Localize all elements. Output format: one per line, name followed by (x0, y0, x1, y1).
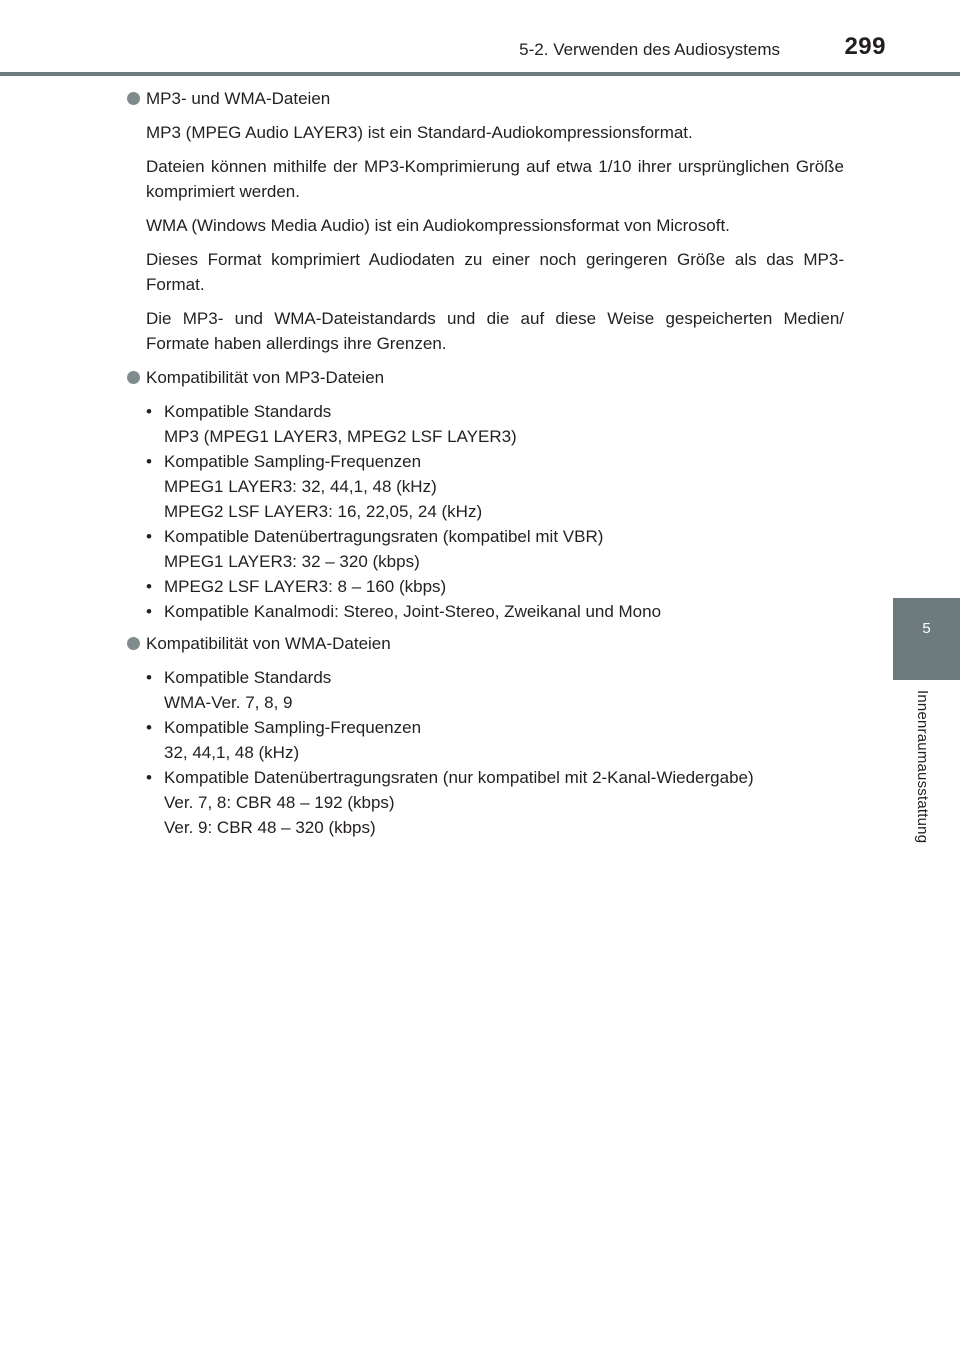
chapter-tab-label: Innenraumausstattung (914, 690, 931, 844)
list-item (146, 574, 844, 599)
section-heading (126, 631, 844, 656)
header-divider (0, 72, 960, 76)
section-mp3-wma-files (126, 86, 844, 356)
list-item (146, 524, 844, 574)
section-heading-text: MP3- und WMA-Dateien (146, 89, 331, 108)
list-item-detail: 32, 44,1, 48 (kHz) (164, 743, 300, 762)
list-item (146, 665, 844, 715)
list-item (146, 449, 844, 524)
list-item-text: Kompatible Kanalmodi: Stereo, Joint-Stereo, Zweikanal und Mono (164, 602, 662, 621)
list-item (146, 715, 844, 765)
page-header (0, 0, 960, 76)
list-item-detail: WMA-Ver. 7, 8, 9 (164, 693, 293, 712)
section-heading (126, 365, 844, 390)
list-item-detail: Ver. 7, 8: CBR 48 – 192 (kbps) (164, 793, 395, 812)
list-item-text: Kompatible Standards (164, 668, 332, 687)
chapter-tab-number: 5 (922, 620, 931, 637)
paragraph: Dateien können mithilfe der MP3-Komprimierung auf etwa 1/10 ihrer ursprünglichen Größe komprimiert werden. (146, 157, 844, 201)
heading-bullet-icon (127, 371, 140, 384)
list-item (146, 599, 844, 624)
bullet-list (146, 665, 844, 840)
bullet-list (146, 399, 844, 624)
list-item-detail: Ver. 9: CBR 48 – 320 (kbps) (164, 818, 376, 837)
section-heading-text: Kompatibilität von WMA-Dateien (146, 634, 391, 653)
paragraph: WMA (Windows Media Audio) ist ein Audiokompressionsformat von Microsoft. (146, 216, 730, 235)
heading-bullet-icon (127, 92, 140, 105)
chapter-tab (893, 598, 960, 680)
list-item-detail: MP3 (MPEG1 LAYER3, MPEG2 LSF LAYER3) (164, 427, 517, 446)
bullet-glyph: • (146, 577, 152, 596)
list-item-detail: MPEG2 LSF LAYER3: 16, 22,05, 24 (kHz) (164, 502, 483, 521)
list-item-text: Kompatible Sampling-Frequenzen (164, 452, 422, 471)
list-item-text: Kompatible Sampling-Frequenzen (164, 718, 422, 737)
page-number: 299 (844, 33, 886, 60)
chapter-title: 5-2. Verwenden des Audiosystems (519, 40, 780, 59)
list-item-text: Kompatible Datenübertragungsraten (kompatibel mit VBR) (164, 527, 604, 546)
heading-bullet-icon (127, 637, 140, 650)
list-item-detail: MPEG1 LAYER3: 32 – 320 (kbps) (164, 552, 420, 571)
bullet-glyph: • (146, 602, 152, 621)
list-item-text: Kompatible Standards (164, 402, 332, 421)
bullet-glyph: • (146, 402, 152, 421)
bullet-glyph: • (146, 452, 152, 471)
section-heading-text: Kompatibilität von MP3-Dateien (146, 368, 385, 387)
page-content (126, 86, 844, 840)
bullet-glyph: • (146, 668, 152, 687)
bullet-glyph: • (146, 527, 152, 546)
list-item-text: MPEG2 LSF LAYER3: 8 – 160 (kbps) (164, 577, 447, 596)
bullet-glyph: • (146, 768, 152, 787)
paragraph: Dieses Format komprimiert Audiodaten zu einer noch geringeren Größe als das MP3-Format. (146, 250, 844, 294)
section-heading (126, 86, 844, 111)
section-mp3-compatibility (126, 365, 844, 624)
paragraph: Die MP3- und WMA-Dateistandards und die auf diese Weise gespeicherten Medien/ Formate haben allerdings ihre Grenzen. (146, 309, 844, 353)
paragraph: MP3 (MPEG Audio LAYER3) ist ein Standard-Audiokompressionsformat. (146, 123, 693, 142)
list-item (146, 765, 844, 840)
list-item-detail: MPEG1 LAYER3: 32, 44,1, 48 (kHz) (164, 477, 437, 496)
list-item (146, 399, 844, 449)
list-item-text: Kompatible Datenübertragungsraten (nur kompatibel mit 2-Kanal-Wiedergabe) (164, 768, 754, 787)
bullet-glyph: • (146, 718, 152, 737)
section-wma-compatibility (126, 631, 844, 840)
